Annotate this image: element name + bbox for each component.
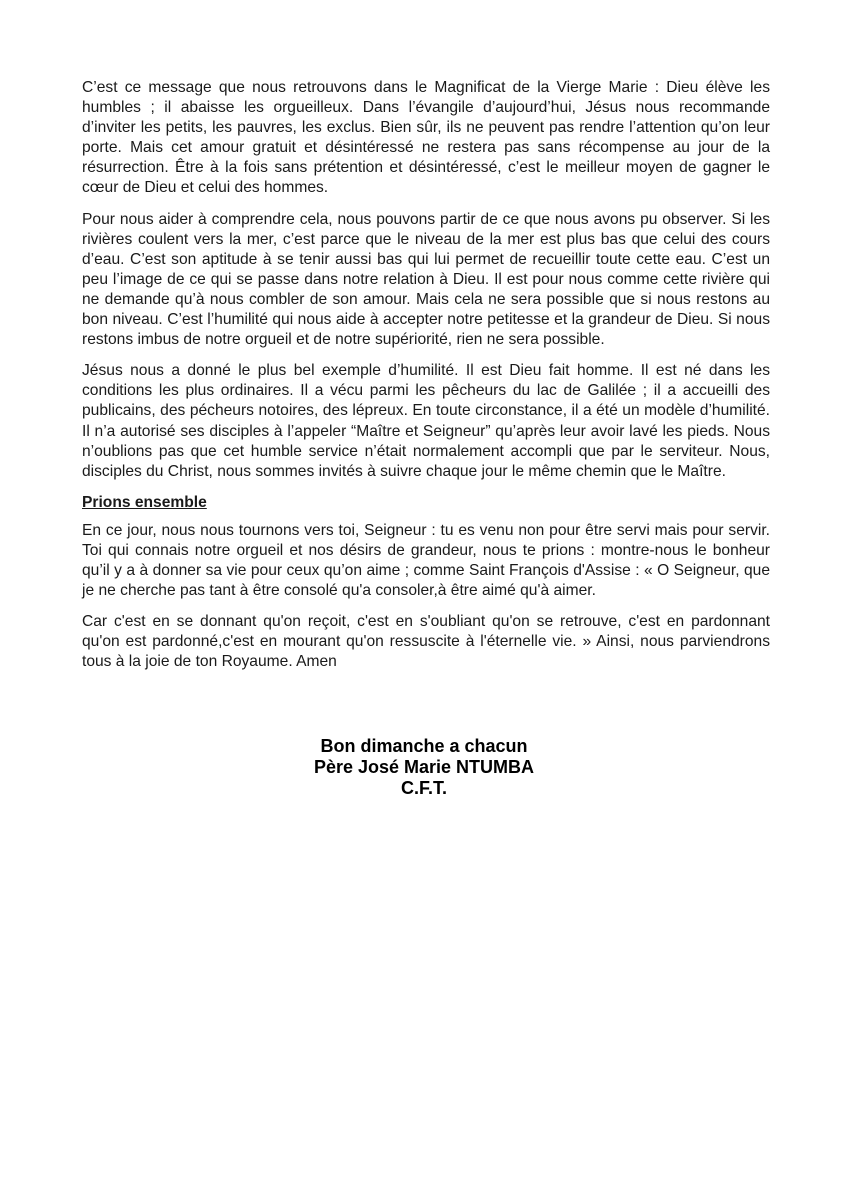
prayer-paragraph-2: Car c'est en se donnant qu'on reçoit, c'est en s'oubliant qu'on se retrouve, c'est en pardonnant qu'on est pardonné,c'est en mourant qu'on ressuscite à l'éternelle vie. » Ainsi, nous parviendrons tous à la joie de ton Royaume. Amen [82,613,770,671]
signature-block [0,736,848,799]
paragraph-rivers: Pour nous aider à comprendre cela, nous pouvons partir de ce que nous avons pu observer. Si les rivières coulent vers la mer, c’est parce que le niveau de la mer est plus bas que celui des cours d’eau. C’est son aptitude à se tenir aussi bas qui lui permet de recueillir toute cette eau. C’est un peu l’image de ce qui se passe dans notre relation à Dieu. Il est pour nous comme cette rivière qui ne demande qu’à nous combler de son amour. Mais cela ne sera possible que si nous restons au bon niveau. C’est l’humilité qui nous aide à accepter notre petitesse et la grandeur de Dieu. Si nous restons imbus de notre orgueil et de notre supériorité, rien ne sera possible. [82,210,770,349]
document-body [82,78,770,684]
paragraph-magnificat: C’est ce message que nous retrouvons dans le Magnificat de la Vierge Marie : Dieu élève les humbles ; il abaisse les orgueilleux. Dans l’évangile d’aujourd’hui, Jésus nous recommande d’inviter les petits, les pauvres, les exclus. Bien sûr, ils ne peuvent pas rendre l’attention qu’on leur porte. Mais cet amour gratuit et désintéressé ne restera pas sans récompense au jour de la résurrection. Être à la fois sans prétention et désintéressé, c’est le meilleur moyen de gagner le cœur de Dieu et celui des hommes. [82,79,770,197]
signature-greeting: Bon dimanche a chacun [320,736,528,756]
paragraph-jesus-humility: Jésus nous a donné le plus bel exemple d’humilité. Il est Dieu fait homme. Il est né dans les conditions les plus ordinaires. Il a vécu parmi les pêcheurs du lac de Galilée ; il a accueilli des publicains, des pécheurs notoires, des lépreux. En toute circonstance, il a été un modèle d’humilité. Il n’a autorisé ses disciples à l’appeler “Maître et Seigneur” qu’après leur avoir lavé les pieds. Nous n’oublions pas que cet humble service n’était normalement accompli que par le serviteur. Nous, disciples du Christ, nous sommes invités à suivre chaque jour le même chemin que le Maître. [82,362,770,480]
prayer-heading: Prions ensemble [82,493,207,511]
prayer-paragraph-1: En ce jour, nous nous tournons vers toi, Seigneur : tu es venu non pour être servi mais pour servir. Toi qui connais notre orgueil et nos désirs de grandeur, nous te prions : montre-nous le bonheur qu’il y a à donner sa vie pour ceux qu’on aime ; comme Saint François d'Assise : « O Seigneur, que je ne cherche pas tant à être consolé qu'a consoler,à être aimé qu'à aimer. [82,521,770,600]
signature-author: Père José Marie NTUMBA [313,757,535,777]
signature-order: C.F.T. [400,778,447,798]
